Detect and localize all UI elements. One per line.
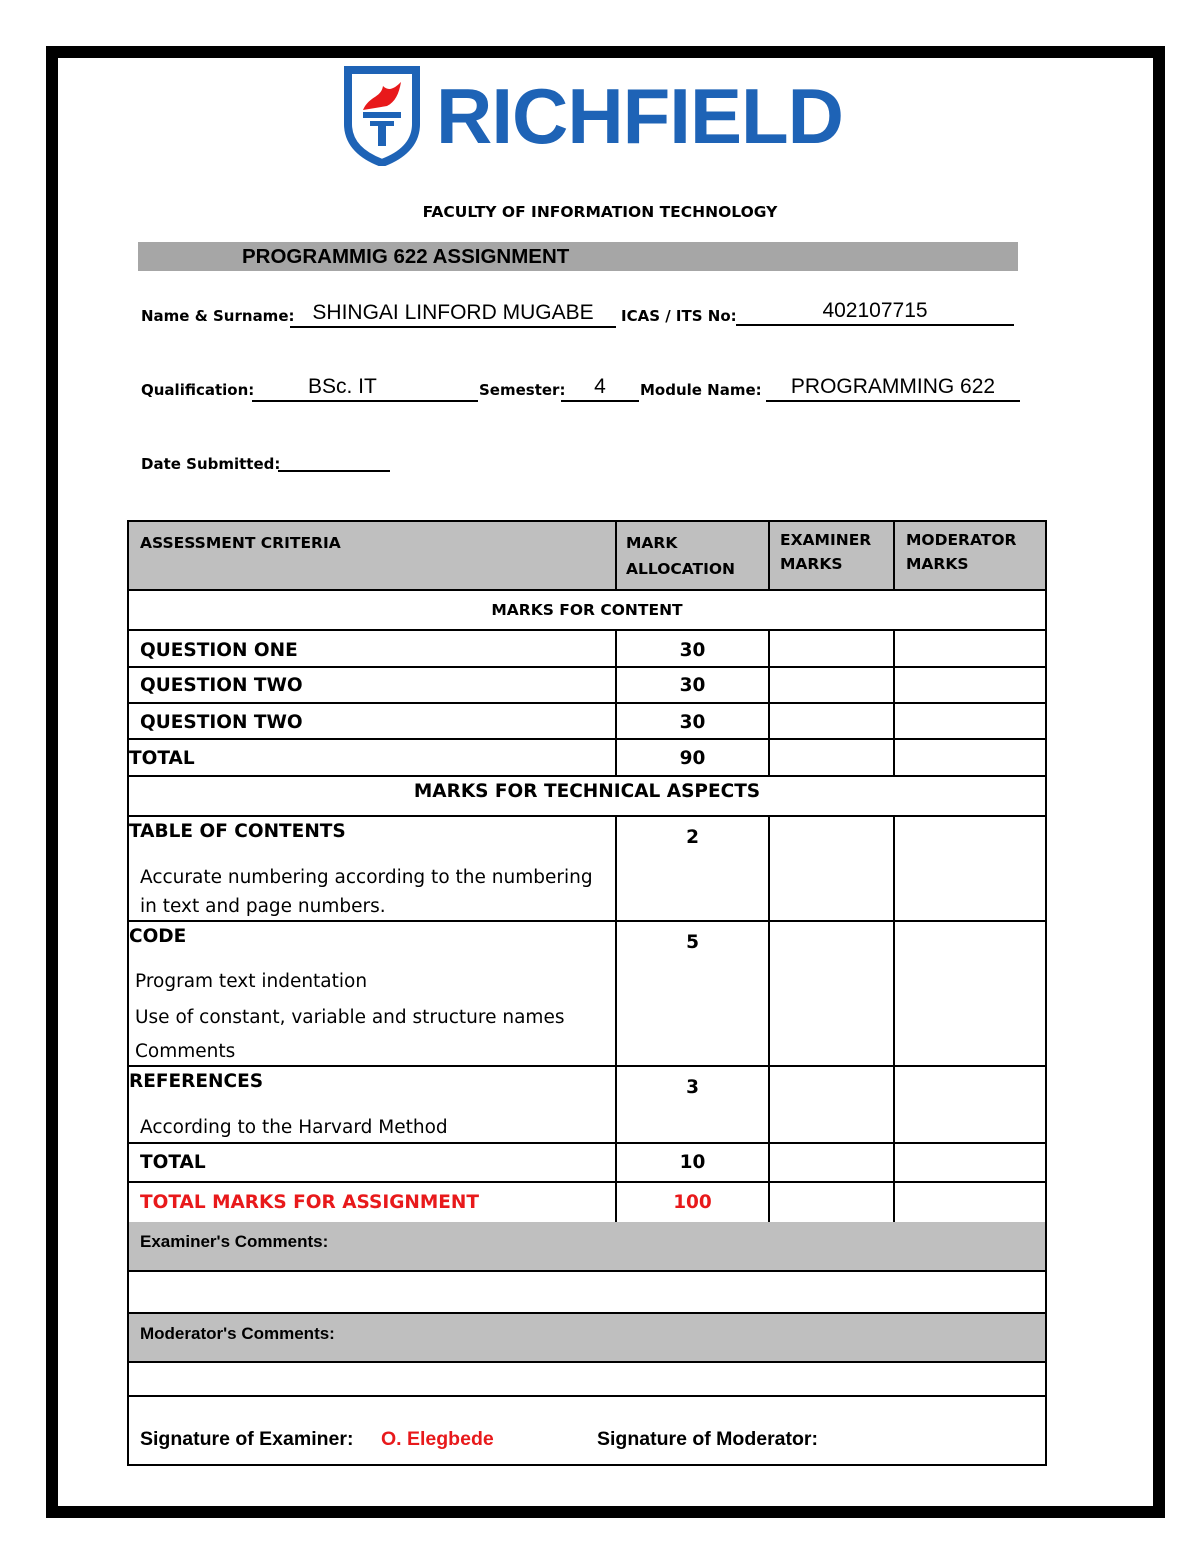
col-rule — [615, 522, 617, 589]
name-value: SHINGAI LINFORD MUGABE — [290, 300, 616, 328]
q2-label: QUESTION TWO — [140, 675, 303, 696]
content-total-label: TOTAL — [129, 748, 195, 769]
header-moderator-line2: MARKS — [906, 555, 969, 573]
examiner-signature-label: Signature of Examiner: — [140, 1428, 354, 1450]
col-rule — [893, 815, 895, 1222]
toc-title: TABLE OF CONTENTS — [129, 821, 346, 842]
rule — [129, 629, 1045, 631]
rule — [129, 1065, 1045, 1067]
q3-label: QUESTION TWO — [140, 712, 303, 733]
section-content: MARKS FOR CONTENT — [491, 601, 683, 619]
date-label: Date Submitted: — [141, 455, 281, 473]
moderator-comments-field[interactable] — [129, 1363, 1045, 1395]
header-moderator-line1: MODERATOR — [906, 531, 1017, 549]
rule — [129, 1142, 1045, 1144]
rule — [129, 1395, 1045, 1397]
col-rule — [893, 522, 895, 589]
assessment-table — [127, 520, 1047, 1466]
col-rule — [768, 815, 770, 1222]
technical-total-label: TOTAL — [140, 1152, 206, 1173]
richfield-shield-logo — [343, 66, 421, 166]
examiner-comments-label: Examiner's Comments: — [140, 1232, 329, 1251]
header-mark-line1: MARK — [626, 534, 678, 552]
rule — [129, 815, 1045, 817]
col-rule — [893, 629, 895, 777]
name-label: Name & Surname: — [141, 307, 295, 325]
col-rule — [768, 629, 770, 777]
rule — [129, 775, 1045, 777]
code-desc-2: Use of constant, variable and structure names — [135, 1007, 565, 1028]
code-desc-1: Program text indentation — [135, 971, 368, 992]
code-desc-3: Comments — [135, 1041, 236, 1062]
examiner-comments-field[interactable] — [129, 1272, 1045, 1312]
rule — [129, 666, 1045, 668]
assignment-title-bar — [138, 242, 1018, 271]
header-examiner-line1: EXAMINER — [780, 531, 872, 549]
moderator-comments-label: Moderator's Comments: — [140, 1324, 335, 1343]
q1-label: QUESTION ONE — [140, 640, 298, 661]
q1-mark: 30 — [679, 640, 706, 661]
toc-mark: 2 — [686, 827, 699, 848]
references-desc-1: According to the Harvard Method — [140, 1117, 448, 1138]
grand-total-mark: 100 — [673, 1192, 712, 1213]
references-title: REFERENCES — [129, 1071, 264, 1092]
date-field-line[interactable] — [278, 470, 390, 472]
code-title: CODE — [129, 926, 187, 947]
qualification-label: Qualification: — [141, 381, 255, 399]
section-technical: MARKS FOR TECHNICAL ASPECTS — [413, 781, 761, 802]
rule — [129, 589, 1045, 591]
rule — [129, 738, 1045, 740]
module-value: PROGRAMMING 622 — [766, 374, 1020, 402]
technical-total-mark: 10 — [679, 1152, 706, 1173]
header-criteria: ASSESSMENT CRITERIA — [140, 534, 341, 552]
references-mark: 3 — [686, 1077, 699, 1098]
col-rule — [768, 522, 770, 589]
toc-desc-2: in text and page numbers. — [140, 896, 386, 917]
q2-mark: 30 — [679, 675, 706, 696]
grand-total-label: TOTAL MARKS FOR ASSIGNMENT — [140, 1192, 480, 1213]
module-label: Module Name: — [640, 381, 762, 399]
rule — [129, 1181, 1045, 1183]
examiner-signature-value: O. Elegbede — [381, 1428, 494, 1450]
moderator-signature-label: Signature of Moderator: — [597, 1428, 819, 1450]
rule — [129, 702, 1045, 704]
content-total-mark: 90 — [679, 748, 706, 769]
assignment-title: PROGRAMMIG 622 ASSIGNMENT — [242, 245, 570, 268]
code-mark: 5 — [686, 932, 699, 953]
q3-mark: 30 — [679, 712, 706, 733]
header-examiner-line2: MARKS — [780, 555, 843, 573]
semester-label: Semester: — [479, 381, 566, 399]
rule — [129, 1312, 1045, 1314]
brand-name: RICHFIELD — [436, 72, 843, 160]
semester-value: 4 — [561, 374, 639, 402]
icas-value: 402107715 — [736, 298, 1014, 326]
faculty-heading: FACULTY OF INFORMATION TECHNOLOGY — [422, 203, 778, 221]
header-mark-line2: ALLOCATION — [626, 560, 736, 578]
toc-desc-1: Accurate numbering according to the numbering — [140, 867, 593, 888]
qualification-value: BSc. IT — [252, 374, 478, 402]
icas-label: ICAS / ITS No: — [621, 307, 737, 325]
